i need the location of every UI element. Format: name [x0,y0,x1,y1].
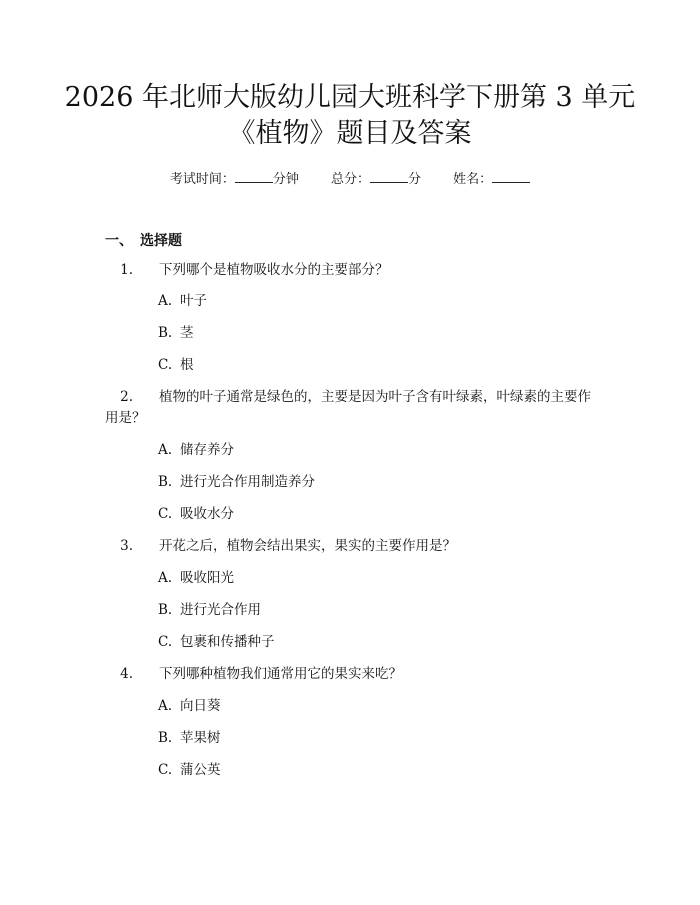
section-heading [105,230,182,250]
option-letter: A. [158,442,173,458]
question-3 [105,536,601,557]
option-text: 进行光合作用 [180,602,261,618]
question-text: 植物的叶子通常是绿色的，主要是因为叶子含有叶绿素，叶绿素的主要作用是？ [105,389,591,426]
exam-time-label: 考试时间： [169,172,235,187]
question-number: 1. [120,262,133,278]
question-4 [105,664,601,685]
option-letter: A. [158,698,173,714]
option-1c [158,355,194,375]
option-4b [158,728,221,748]
option-letter: C. [158,506,173,522]
option-text: 吸收水分 [180,506,234,522]
option-1b [158,323,194,343]
page-title: 2026 年北师大版幼儿园大班科学下册第 3 单元《植物》题目及答案 [64,82,636,149]
name-field [453,170,530,189]
option-text: 根 [180,357,194,373]
option-3a [158,568,234,588]
question-2 [105,387,601,429]
option-4a [158,696,221,716]
question-number: 3. [120,538,133,554]
option-2b [158,472,315,492]
question-text: 开花之后，植物会结出果实，果实的主要作用是？ [159,538,456,554]
option-2a [158,440,234,460]
option-letter: A. [158,570,173,586]
option-letter: B. [158,602,173,618]
option-3c [158,632,275,652]
option-text: 向日葵 [180,698,221,714]
question-number: 4. [120,666,133,682]
question-number: 2. [120,389,133,405]
question-text: 下列哪个是植物吸收水分的主要部分？ [159,262,389,278]
exam-time-field [170,170,299,189]
option-letter: B. [158,474,173,490]
exam-time-blank [235,170,273,183]
option-letter: C. [158,634,173,650]
option-text: 吸收阳光 [180,570,234,586]
option-text: 叶子 [180,293,207,309]
score-field [331,170,421,189]
option-letter: B. [158,325,173,341]
option-text: 储存养分 [180,442,234,458]
score-blank [370,170,408,183]
option-text: 苹果树 [180,730,221,746]
option-letter: C. [158,762,173,778]
option-3b [158,600,261,620]
score-unit: 分 [408,172,422,187]
option-4c [158,760,221,780]
score-label: 总分： [330,172,370,187]
option-1a [158,291,207,311]
option-text: 包裹和传播种子 [180,634,275,650]
name-label: 姓名： [453,172,493,187]
question-text: 下列哪种植物我们通常用它的果实来吃？ [159,666,402,682]
name-blank [492,170,530,183]
option-text: 进行光合作用制造养分 [180,474,315,490]
option-2c [158,504,234,524]
option-text: 蒲公英 [180,762,221,778]
option-letter: C. [158,357,173,373]
question-1 [105,260,601,281]
option-letter: A. [158,293,173,309]
exam-time-unit: 分钟 [272,172,299,187]
section-number: 一、 [105,233,133,249]
section-title: 选择题 [140,233,182,249]
option-letter: B. [158,730,173,746]
exam-info-line [0,170,700,189]
option-text: 茎 [180,325,194,341]
